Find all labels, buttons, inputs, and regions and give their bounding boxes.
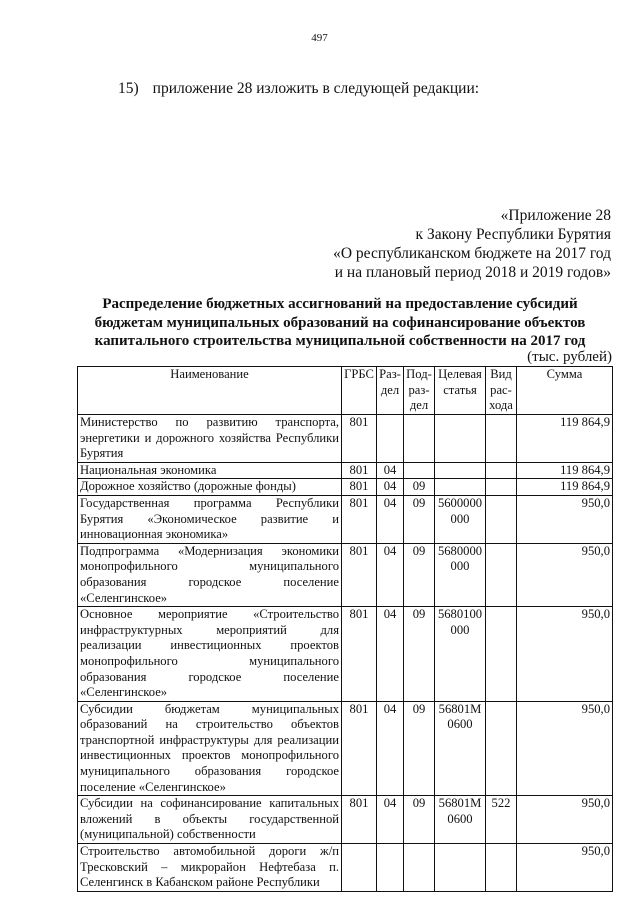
cell-celevaya xyxy=(435,844,486,892)
cell-razdel: 04 xyxy=(377,495,404,543)
header-razdel-line: Раз- xyxy=(379,367,401,381)
cell-name: Субсидии на софинансирование капитальных вложений в объекты государственной (муниципальной) собственности xyxy=(78,796,342,844)
page-number: 497 xyxy=(311,32,328,44)
header-vid-line: Вид xyxy=(490,367,512,381)
cell-name: Дорожное хозяйство (дорожные фонды) xyxy=(78,479,342,496)
cell-razdel: 04 xyxy=(377,462,404,479)
cell-celevaya-line: 56801М xyxy=(438,796,482,811)
appendix-line: «О республиканском бюджете на 2017 год xyxy=(333,245,611,262)
cell-name: Строительство автомобильной дороги ж/п Тресковский – микрорайон Нефтебаза п. Селенгинск в Кабанском районе Республики xyxy=(78,844,342,892)
header-celevaya xyxy=(435,367,486,415)
budget-table xyxy=(77,366,613,892)
cell-podrazdel: 09 xyxy=(404,796,435,844)
cell-celevaya xyxy=(435,701,486,796)
cell-vid xyxy=(486,844,517,892)
appendix-line: «Приложение 28 xyxy=(500,207,611,224)
cell-grbs xyxy=(342,844,377,892)
cell-podrazdel: 09 xyxy=(404,607,435,702)
cell-celevaya xyxy=(435,415,486,463)
header-podrazdel-line: Под- xyxy=(406,367,432,381)
amendment-item xyxy=(118,80,479,98)
cell-vid xyxy=(486,462,517,479)
cell-razdel: 04 xyxy=(377,701,404,796)
cell-summa: 950,0 xyxy=(517,796,613,844)
cell-name: Субсидии бюджетам муниципальных образований на строительство объектов транспортной инфраструктуры для реализации инвестиционных проектов монопрофильного муниципального образования городское поселение «Селенгинское» xyxy=(78,701,342,796)
cell-vid xyxy=(486,495,517,543)
amendment-item-number: 15) xyxy=(118,80,139,97)
appendix-header xyxy=(333,206,611,282)
cell-grbs: 801 xyxy=(342,415,377,463)
header-name: Наименование xyxy=(78,367,342,415)
cell-podrazdel: 09 xyxy=(404,495,435,543)
table-row xyxy=(78,479,613,496)
cell-summa: 950,0 xyxy=(517,543,613,606)
cell-grbs: 801 xyxy=(342,495,377,543)
header-podrazdel-line: дел xyxy=(409,398,429,413)
cell-grbs: 801 xyxy=(342,543,377,606)
cell-razdel: 04 xyxy=(377,796,404,844)
cell-name: Национальная экономика xyxy=(78,462,342,479)
table-row xyxy=(78,462,613,479)
amendment-item-text: приложение 28 изложить в следующей редакции: xyxy=(152,80,480,97)
cell-celevaya-line: 5680000 xyxy=(437,543,483,558)
cell-celevaya-line: 000 xyxy=(450,559,470,574)
cell-podrazdel: 09 xyxy=(404,479,435,496)
table-row xyxy=(78,701,613,796)
cell-celevaya-line: 000 xyxy=(450,622,470,637)
header-podrazdel xyxy=(404,367,435,415)
cell-name: Основное мероприятие «Строительство инфраструктурных мероприятий для реализации инвестиционных проектов монопрофильного муниципального образования городское поселение «Селенгинское» xyxy=(78,607,342,702)
table-row xyxy=(78,543,613,606)
cell-razdel xyxy=(377,844,404,892)
cell-vid xyxy=(486,415,517,463)
cell-name: Государственная программа Республики Бурятия «Экономическое развитие и инновационная экономика» xyxy=(78,495,342,543)
cell-grbs: 801 xyxy=(342,701,377,796)
cell-summa: 119 864,9 xyxy=(517,479,613,496)
cell-razdel xyxy=(377,415,404,463)
header-celevaya-line: Целевая xyxy=(438,367,482,381)
cell-razdel: 04 xyxy=(377,479,404,496)
cell-vid xyxy=(486,607,517,702)
header-summa: Сумма xyxy=(517,367,613,415)
cell-celevaya-line: 5680100 xyxy=(437,607,483,622)
cell-summa: 950,0 xyxy=(517,495,613,543)
cell-summa: 950,0 xyxy=(517,607,613,702)
table-row xyxy=(78,796,613,844)
cell-grbs: 801 xyxy=(342,479,377,496)
cell-vid: 522 xyxy=(486,796,517,844)
header-grbs: ГРБС xyxy=(342,367,377,415)
cell-celevaya-line: 0600 xyxy=(447,717,473,732)
table-row xyxy=(78,607,613,702)
cell-celevaya xyxy=(435,543,486,606)
cell-grbs: 801 xyxy=(342,462,377,479)
cell-vid xyxy=(486,543,517,606)
cell-celevaya xyxy=(435,495,486,543)
header-vid-line: рас- xyxy=(490,382,512,397)
table-row xyxy=(78,415,613,463)
cell-grbs: 801 xyxy=(342,796,377,844)
cell-celevaya-line: 56801М xyxy=(438,701,482,716)
cell-razdel: 04 xyxy=(377,607,404,702)
cell-name: Министерство по развитию транспорта, энергетики и дорожного хозяйства Республики Бурятия xyxy=(78,415,342,463)
header-razdel-line: дел xyxy=(380,382,400,397)
cell-vid xyxy=(486,701,517,796)
cell-celevaya xyxy=(435,479,486,496)
cell-grbs: 801 xyxy=(342,607,377,702)
cell-summa: 950,0 xyxy=(517,844,613,892)
cell-podrazdel: 09 xyxy=(404,543,435,606)
header-vid-line: хода xyxy=(489,398,513,413)
cell-celevaya-line: 0600 xyxy=(447,811,473,826)
cell-razdel: 04 xyxy=(377,543,404,606)
cell-summa: 119 864,9 xyxy=(517,462,613,479)
units-label: (тыс. рублей) xyxy=(527,349,612,365)
cell-celevaya-line: 5600000 xyxy=(437,495,483,510)
cell-name: Подпрограмма «Модернизация экономики монопрофильного муниципального образования городское поселение «Селенгинское» xyxy=(78,543,342,606)
appendix-line: к Закону Республики Бурятия xyxy=(415,226,611,243)
cell-podrazdel xyxy=(404,844,435,892)
cell-vid xyxy=(486,479,517,496)
title-line: бюджетам муниципальных образований на софинансирование объектов xyxy=(94,314,586,331)
cell-celevaya-line: 000 xyxy=(450,511,470,526)
header-razdel xyxy=(377,367,404,415)
cell-celevaya xyxy=(435,462,486,479)
cell-summa: 119 864,9 xyxy=(517,415,613,463)
header-vid xyxy=(486,367,517,415)
cell-celevaya xyxy=(435,607,486,702)
cell-podrazdel: 09 xyxy=(404,701,435,796)
table-row xyxy=(78,495,613,543)
table-header-row xyxy=(78,367,613,415)
cell-celevaya xyxy=(435,796,486,844)
cell-summa: 950,0 xyxy=(517,701,613,796)
cell-podrazdel xyxy=(404,462,435,479)
header-celevaya-line: статья xyxy=(443,382,477,397)
document-title xyxy=(60,295,620,351)
title-line: капитального строительства муниципальной собственности на 2017 год xyxy=(94,333,586,349)
table-row xyxy=(78,844,613,892)
appendix-line: и на плановый период 2018 и 2019 годов» xyxy=(334,264,611,281)
title-line: Распределение бюджетных ассигнований на предоставление субсидий xyxy=(102,296,578,312)
cell-podrazdel xyxy=(404,415,435,463)
header-podrazdel-line: раз- xyxy=(408,382,430,397)
